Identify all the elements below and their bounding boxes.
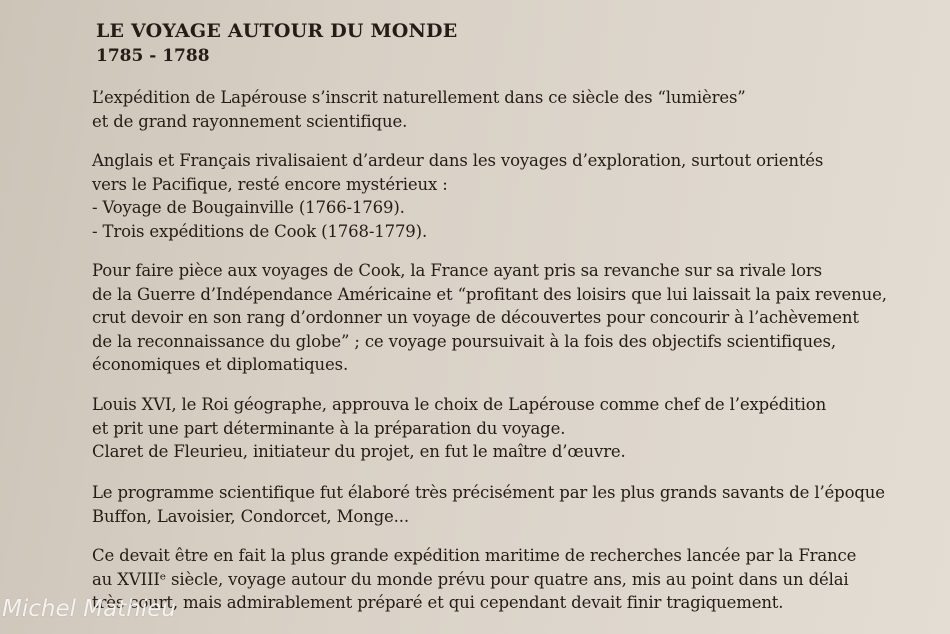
paragraph-motivation (92, 259, 922, 377)
paragraph-louis-xvi (92, 393, 922, 464)
list-item: - Trois expéditions de Cook (1768-1779). (92, 221, 428, 241)
text-line: Louis XVI, le Roi géographe, approuva le choix de Lapérouse comme chef de l’expédition (92, 395, 827, 414)
paragraph-conclusion (92, 544, 922, 615)
photographer-watermark: Michel Mathieu (2, 596, 176, 622)
paragraph-rivalry (92, 149, 922, 243)
date-range: 1785 - 1788 (96, 46, 210, 66)
text-line: Buffon, Lavoisier, Condorcet, Monge... (92, 506, 409, 526)
text-line: Anglais et Français rivalisaient d’ardeur dans les voyages d’exploration, surtout orientés (92, 151, 824, 170)
text-line: crut devoir en son rang d’ordonner un voyage de découvertes pour concourir à l’achèvement (92, 308, 859, 327)
text-line: Claret de Fleurieu, initiateur du projet, en fut le maître d’œuvre. (92, 442, 626, 461)
text-line: et de grand rayonnement scientifique. (92, 111, 408, 131)
paragraph-program (92, 481, 922, 528)
text-line: Ce devait être en fait la plus grande expédition maritime de recherches lancée par la France (92, 546, 857, 565)
text-line: très court, mais admirablement préparé et qui cependant devait finir tragiquement. (92, 593, 784, 612)
text-line: Pour faire pièce aux voyages de Cook, la France ayant pris sa revanche sur sa rivale lors (92, 261, 822, 280)
text-line: et prit une part déterminante à la préparation du voyage. (92, 418, 566, 438)
text-line: de la Guerre d’Indépendance Américaine et “profitant des loisirs que lui laissait la paix revenue, (92, 284, 887, 304)
text-line: de la reconnaissance du globe” ; ce voyage poursuivait à la fois des objectifs scientifiques, (92, 331, 836, 351)
page-title: LE VOYAGE AUTOUR DU MONDE (96, 20, 458, 42)
text-line: au XVIIIᵉ siècle, voyage autour du monde prévu pour quatre ans, mis au point dans un délai (92, 569, 849, 589)
list-item: - Voyage de Bougainville (1766-1769). (92, 198, 405, 217)
text-line: L’expédition de Lapérouse s’inscrit naturellement dans ce siècle des “lumières” (92, 88, 746, 107)
text-line: Le programme scientifique fut élaboré très précisément par les plus grands savants de l’époque (92, 483, 885, 502)
text-line: économiques et diplomatiques. (92, 355, 349, 374)
paragraph-intro (92, 86, 922, 133)
text-line: vers le Pacifique, resté encore mystérieux : (92, 174, 448, 194)
